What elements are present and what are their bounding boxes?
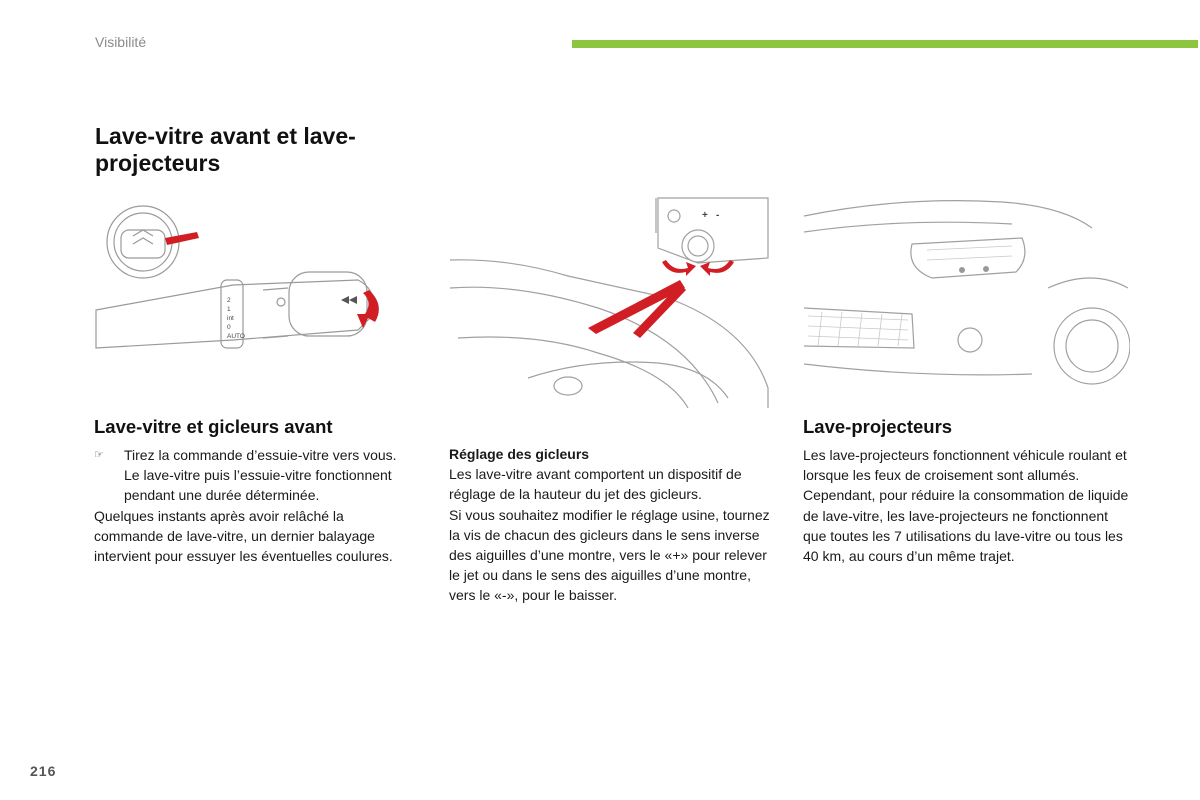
paragraph-jet-instructions: Si vous souhaitez modifier le réglage usine, tournez la vis de chacun des gicleurs dans le sens inverse des aiguilles d’une montre, vers le «+» pour relever le jet ou dans le sens des aiguilles d’une montre, vers le «-», pour le baisser. bbox=[449, 506, 770, 604]
stalk-label-2: 2 bbox=[227, 297, 231, 304]
heading-headlamp-wash: Lave-projecteurs bbox=[803, 416, 953, 437]
adjust-plus-symbol: + bbox=[702, 210, 708, 221]
wiper-stalk-drawing bbox=[93, 190, 393, 360]
column-windscreen-wash bbox=[94, 415, 414, 566]
bullet-text: Tirez la commande d’essuie-vitre vers vous. Le lave-vitre puis l’essuie-vitre fonctionnent pendant une durée déterminée. bbox=[124, 447, 397, 504]
bullet-item bbox=[94, 445, 414, 506]
paragraph-jet-device: Les lave-vitre avant comportent un dispositif de réglage de la hauteur du jet des gicleurs. bbox=[449, 466, 742, 503]
stalk-label-1: 1 bbox=[227, 306, 231, 313]
headlamp-washer-drawing bbox=[802, 188, 1130, 408]
paragraph-wash-end: Quelques instants après avoir relâché la commande de lave-vitre, un dernier balayage intervient pour essuyer les éventuelles coulures. bbox=[94, 507, 393, 565]
subheading-jet-adjustment: Réglage des gicleurs bbox=[449, 446, 590, 462]
headlamp-washer-illustration bbox=[802, 188, 1130, 408]
paragraph-headlamp-wash: Les lave-projecteurs fonctionnent véhicule roulant et lorsque les feux de croisement sont allumés. Cependant, pour réduire la consommation de liquide de lave-vitre, les lave-projecteurs ne fonctionnent que toutes les 7 utilisations du lave-vitre ou tous les 40 km, au cours d’un même trajet. bbox=[803, 447, 1129, 565]
stalk-label-auto: AUTO bbox=[227, 333, 245, 340]
column-jet-adjustment bbox=[449, 444, 779, 606]
section-label: Visibilité bbox=[95, 34, 147, 50]
header-accent-bar bbox=[572, 40, 1198, 48]
jet-adjustment-illustration bbox=[448, 188, 778, 408]
wiper-stalk-illustration bbox=[93, 190, 393, 360]
page-title: Lave-vitre avant et lave-projecteurs bbox=[95, 123, 356, 176]
page-number: 216 bbox=[30, 763, 57, 779]
stalk-label-int: int bbox=[227, 315, 234, 322]
stalk-label-0: 0 bbox=[227, 324, 231, 331]
jet-adjustment-drawing bbox=[448, 188, 778, 408]
column-headlamp-wash bbox=[803, 415, 1133, 566]
adjust-minus-symbol: - bbox=[716, 210, 720, 221]
pointing-finger-icon: ☞ bbox=[94, 449, 104, 461]
heading-windscreen-wash: Lave-vitre et gicleurs avant bbox=[94, 416, 333, 437]
